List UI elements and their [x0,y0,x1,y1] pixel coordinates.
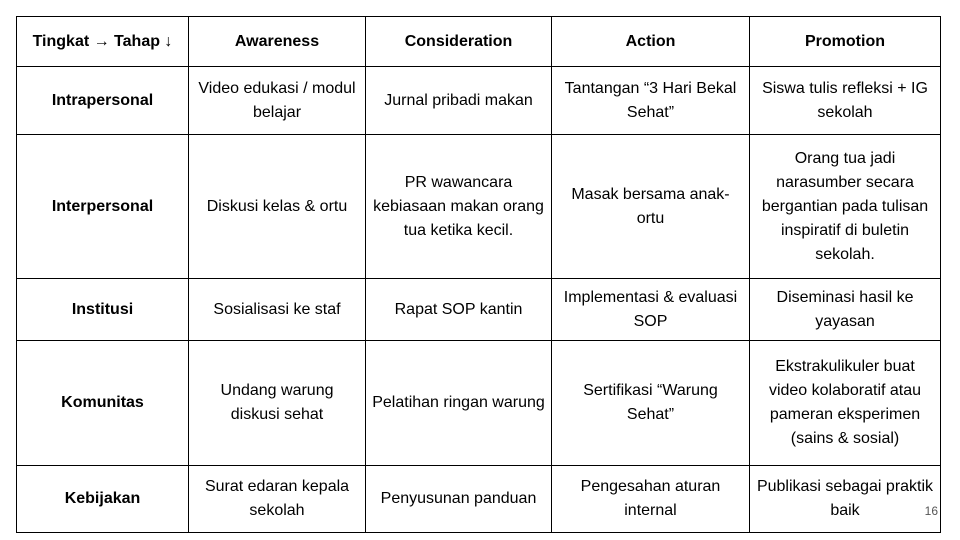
cell-consideration: Rapat SOP kantin [366,279,552,341]
cell-action: Pengesahan aturan internal [552,466,750,533]
cell-awareness: Diskusi kelas & ortu [189,135,366,279]
row-label-intrapersonal: Intrapersonal [17,67,189,135]
cell-promotion: Diseminasi hasil ke yayasan [750,279,941,341]
cell-action: Tantangan “3 Hari Bekal Sehat” [552,67,750,135]
table-row [17,341,941,466]
header-promotion: Promotion [750,17,941,67]
cell-awareness: Undang warung diskusi sehat [189,341,366,466]
cell-action: Implementasi & evaluasi SOP [552,279,750,341]
cell-awareness: Sosialisasi ke staf [189,279,366,341]
table-row [17,279,941,341]
cell-action: Masak bersama anak-ortu [552,135,750,279]
table-row [17,466,941,533]
table-row [17,67,941,135]
cell-consideration: Pelatihan ringan warung [366,341,552,466]
row-label-interpersonal: Interpersonal [17,135,189,279]
header-action: Action [552,17,750,67]
header-level-stage: Tingkat → Tahap ↓ [17,17,189,67]
page-number: 16 [924,504,938,518]
cell-action: Sertifikasi “Warung Sehat” [552,341,750,466]
row-label-kebijakan: Kebijakan [17,466,189,533]
row-label-komunitas: Komunitas [17,341,189,466]
cell-promotion: Orang tua jadi narasumber secara bergantian pada tulisan inspiratif di buletin sekolah. [750,135,941,279]
cell-promotion: Ekstrakulikuler buat video kolaboratif atau pameran eksperimen (sains & sosial) [750,341,941,466]
stage-level-matrix [16,16,941,533]
row-label-institusi: Institusi [17,279,189,341]
header-row [17,17,941,67]
header-awareness: Awareness [189,17,366,67]
header-consideration: Consideration [366,17,552,67]
cell-promotion: Siswa tulis refleksi + IG sekolah [750,67,941,135]
cell-consideration: PR wawancara kebiasaan makan orang tua ketika kecil. [366,135,552,279]
table-row [17,135,941,279]
cell-awareness: Surat edaran kepala sekolah [189,466,366,533]
cell-consideration: Penyusunan panduan [366,466,552,533]
cell-consideration: Jurnal pribadi makan [366,67,552,135]
cell-awareness: Video edukasi / modul belajar [189,67,366,135]
cell-promotion: Publikasi sebagai praktik baik [750,466,941,533]
